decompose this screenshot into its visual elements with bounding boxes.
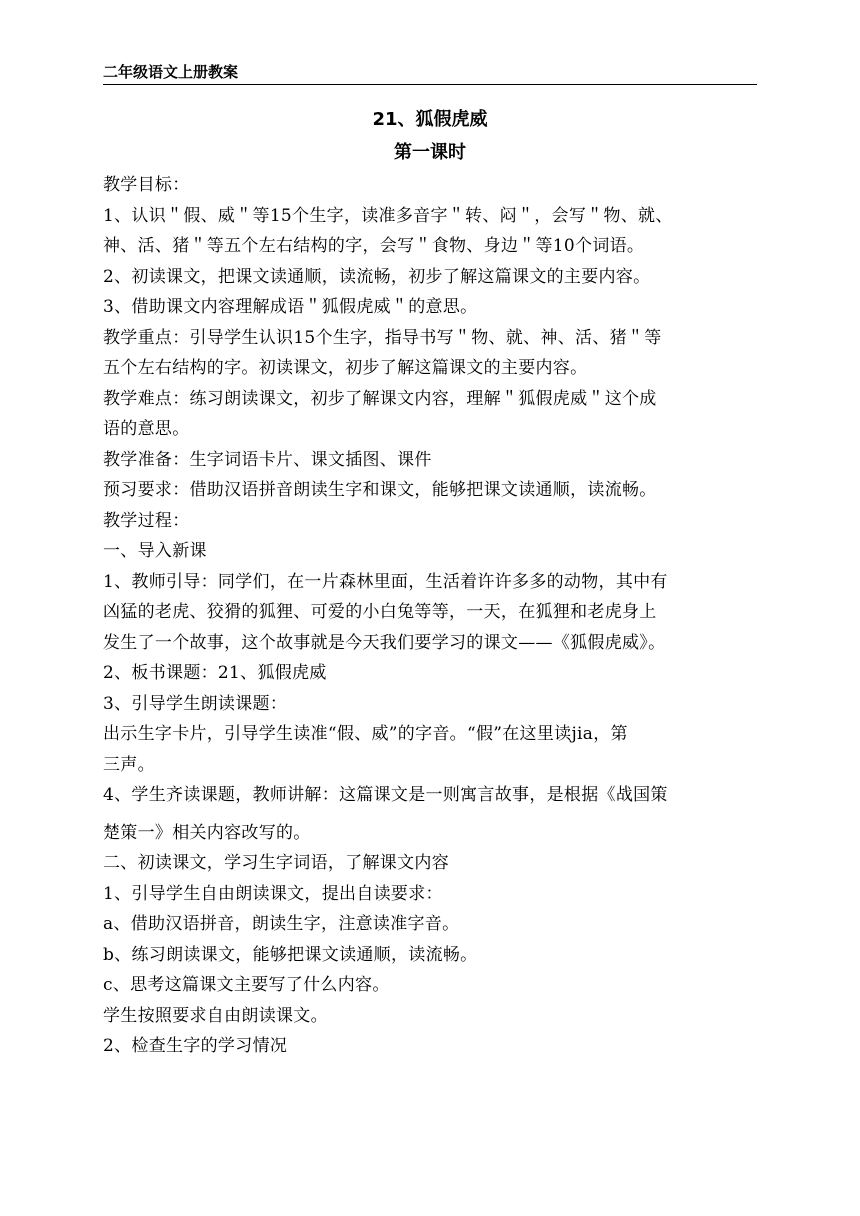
text-line: c、思考这篇课文主要写了什么内容。 (103, 975, 390, 995)
lesson-subtitle: 第一课时 (394, 142, 466, 163)
text-line: 神、活、猪＂等五个左右结构的字，会写＂食物、身边＂等10个词语。 (103, 236, 645, 256)
text-line: 五个左右结构的字。初读课文，初步了解这篇课文的主要内容。 (103, 358, 588, 378)
text-line: 二、初读课文，学习生字词语，了解课文内容 (103, 853, 449, 873)
lesson-body (103, 170, 759, 1062)
text-line: 一、导入新课 (103, 541, 207, 561)
text-line: 2、检查生字的学习情况 (103, 1036, 288, 1056)
text-line: 1、教师引导：同学们，在一片森林里面，生活着许许多多的动物，其中有 (103, 571, 668, 592)
text-line: 教学过程： (103, 510, 190, 531)
text-line: 4、学生齐读课题，教师讲解：这篇课文是一则寓言故事，是根据《战国策 (103, 785, 668, 805)
text-line: 语的意思。 (103, 419, 190, 439)
text-line: 发生了一个故事，这个故事就是今天我们要学习的课文——《狐假虎威》。 (103, 632, 666, 653)
text-line: 1、引导学生自由朗读课文，提出自读要求： (103, 883, 443, 904)
text-line: 3、引导学生朗读课题： (103, 693, 288, 714)
text-line: 2、板书课题：21、狐假虎威 (103, 663, 327, 683)
text-line: 学生按照要求自由朗读课文。 (103, 1005, 328, 1026)
text-line: 教学重点：引导学生认识15个生字，指导书写＂物、就、神、活、猪＂等 (103, 327, 662, 348)
text-line: 教学目标： (103, 175, 190, 195)
text-line: 楚策一》相关内容改写的。 (103, 822, 311, 843)
text-line: 3、借助课文内容理解成语＂狐假虎威＂的意思。 (103, 297, 478, 317)
text-line: 预习要求：借助汉语拼音朗读生字和课文，能够把课文读通顺，读流畅。 (103, 480, 657, 500)
text-line: 三声。 (103, 754, 155, 775)
text-line: 出示生字卡片，引导学生读准“假、威”的字音。“假”在这里读jia，第 (103, 724, 628, 744)
text-line: b、练习朗读课文，能够把课文读通顺，读流畅。 (103, 944, 478, 965)
page-header: 二年级语文上册教案 (103, 60, 757, 85)
text-line: 凶猛的老虎、狡猾的狐狸、可爱的小白兔等等，一天，在狐狸和老虎身上 (103, 602, 657, 622)
lesson-title: 21、狐假虎威 (372, 109, 488, 130)
text-line: 1、认识＂假、威＂等15个生字，读准多音字＂转、闷＂，会写＂物、就、 (103, 205, 673, 226)
text-line: 2、初读课文，把课文读通顺，读流畅，初步了解这篇课文的主要内容。 (103, 266, 651, 287)
text-line: 教学准备：生字词语卡片、课文插图、课件 (103, 449, 432, 470)
text-line: 教学难点：练习朗读课文，初步了解课文内容，理解＂狐假虎威＂这个成 (103, 388, 657, 409)
text-line: a、借助汉语拼音，朗读生字，注意读准字音。 (103, 914, 460, 934)
